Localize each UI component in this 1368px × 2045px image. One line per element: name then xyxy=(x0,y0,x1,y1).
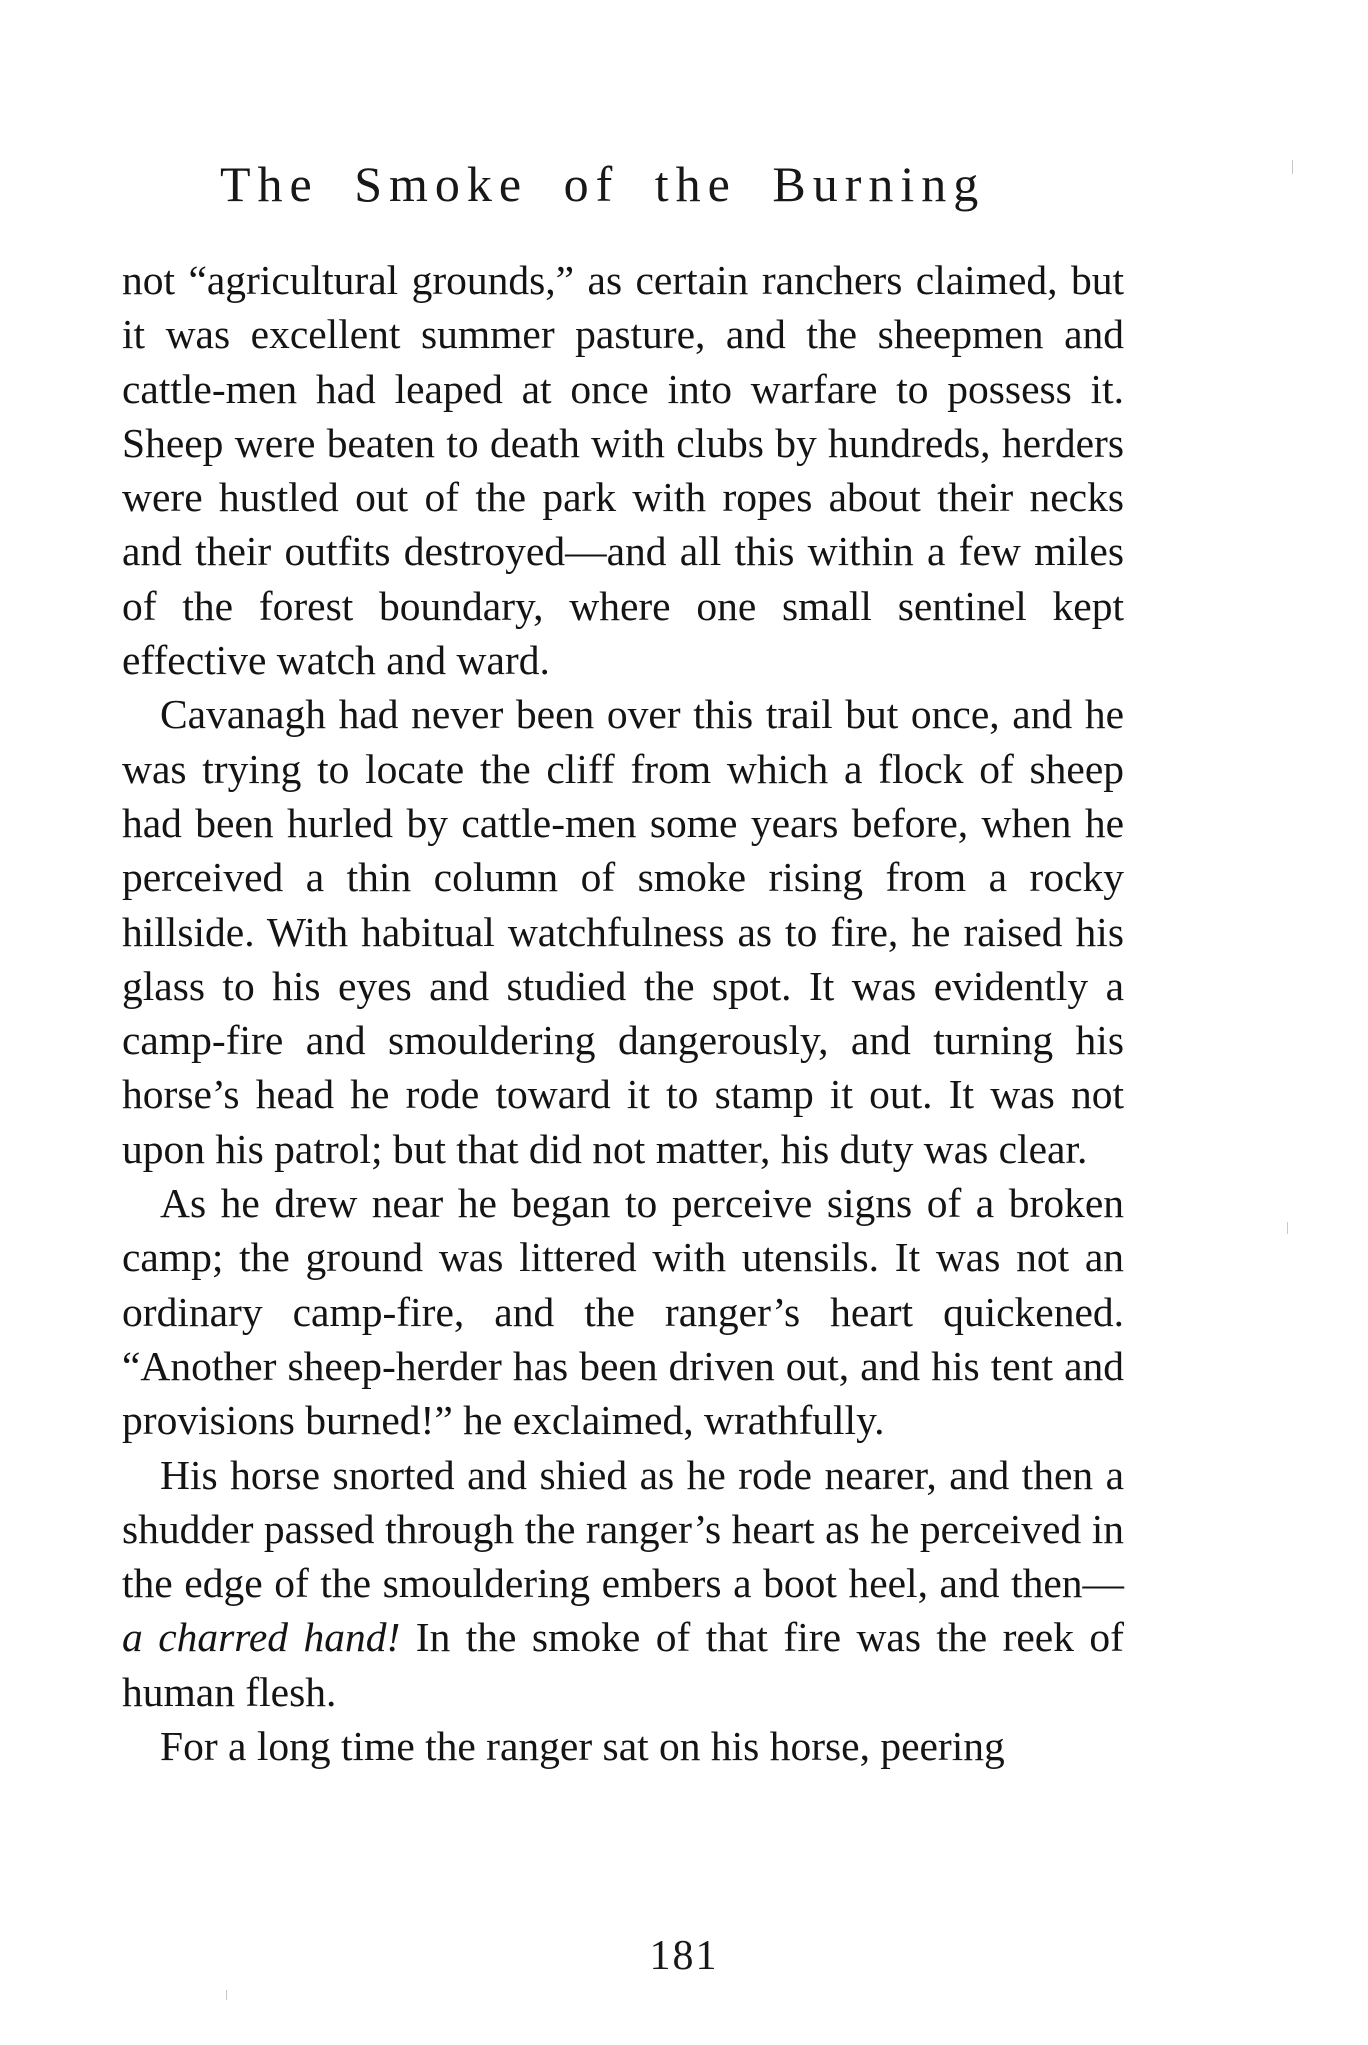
paragraph-2: Cavanagh had never been over this trail but once, and he was trying to locate the cliff from which a flock of sheep had been hurled by cattle-men some years before, when he perceived a thin column of smoke rising from a rocky hillside. With habitual watchfulness as to fire, he raised his glass to his eyes and studied the spot. It was evidently a camp-fire and smouldering dangerously, and turning his horse’s head he rode toward it to stamp it out. It was not upon his patrol; but that did not matter, his duty was clear. xyxy=(122,691,1124,1172)
paragraph-4-text-end: In the smoke of that fire was the reek of human flesh. xyxy=(122,1614,1124,1715)
paragraph-3: As he drew near he began to perceive signs of a broken camp; the ground was littered with utensils. It was not an ordinary camp-fire, and the ranger’s heart quickened. “Another sheep-herder has been driven out, and his tent and provisions burned!” he exclaimed, wrathfully. xyxy=(122,1180,1124,1444)
scan-speck xyxy=(1292,160,1293,174)
paragraph-4 xyxy=(122,1448,1124,1719)
body-text xyxy=(122,253,1124,1773)
paragraph-4-text: His horse snorted and shied as he rode nearer, and then a shudder passed through the ranger’s heart as he perceived in the edge of the smouldering embers a boot heel, and then— xyxy=(122,1451,1124,1607)
running-head: The Smoke of the Burning xyxy=(220,156,986,212)
paragraph-5: For a long time the ranger sat on his horse, peering xyxy=(160,1723,1005,1770)
paragraph-1: not “agricultural grounds,” as certain ranchers claimed, but it was excellent summer pasture, and the sheepmen and cattle-men had leaped at once into warfare to possess it. Sheep were beaten to death with clubs by hundreds, herders were hustled out of the park with ropes about their necks and their outfits destroyed—and all this within a few miles of the forest boundary, where one small sentinel kept effective watch and ward. xyxy=(122,257,1124,684)
scan-speck xyxy=(1287,1222,1288,1234)
page-number: 181 xyxy=(649,1933,719,1979)
scan-speck xyxy=(226,1990,227,2000)
paragraph-4-italic: a charred hand! xyxy=(122,1614,401,1661)
